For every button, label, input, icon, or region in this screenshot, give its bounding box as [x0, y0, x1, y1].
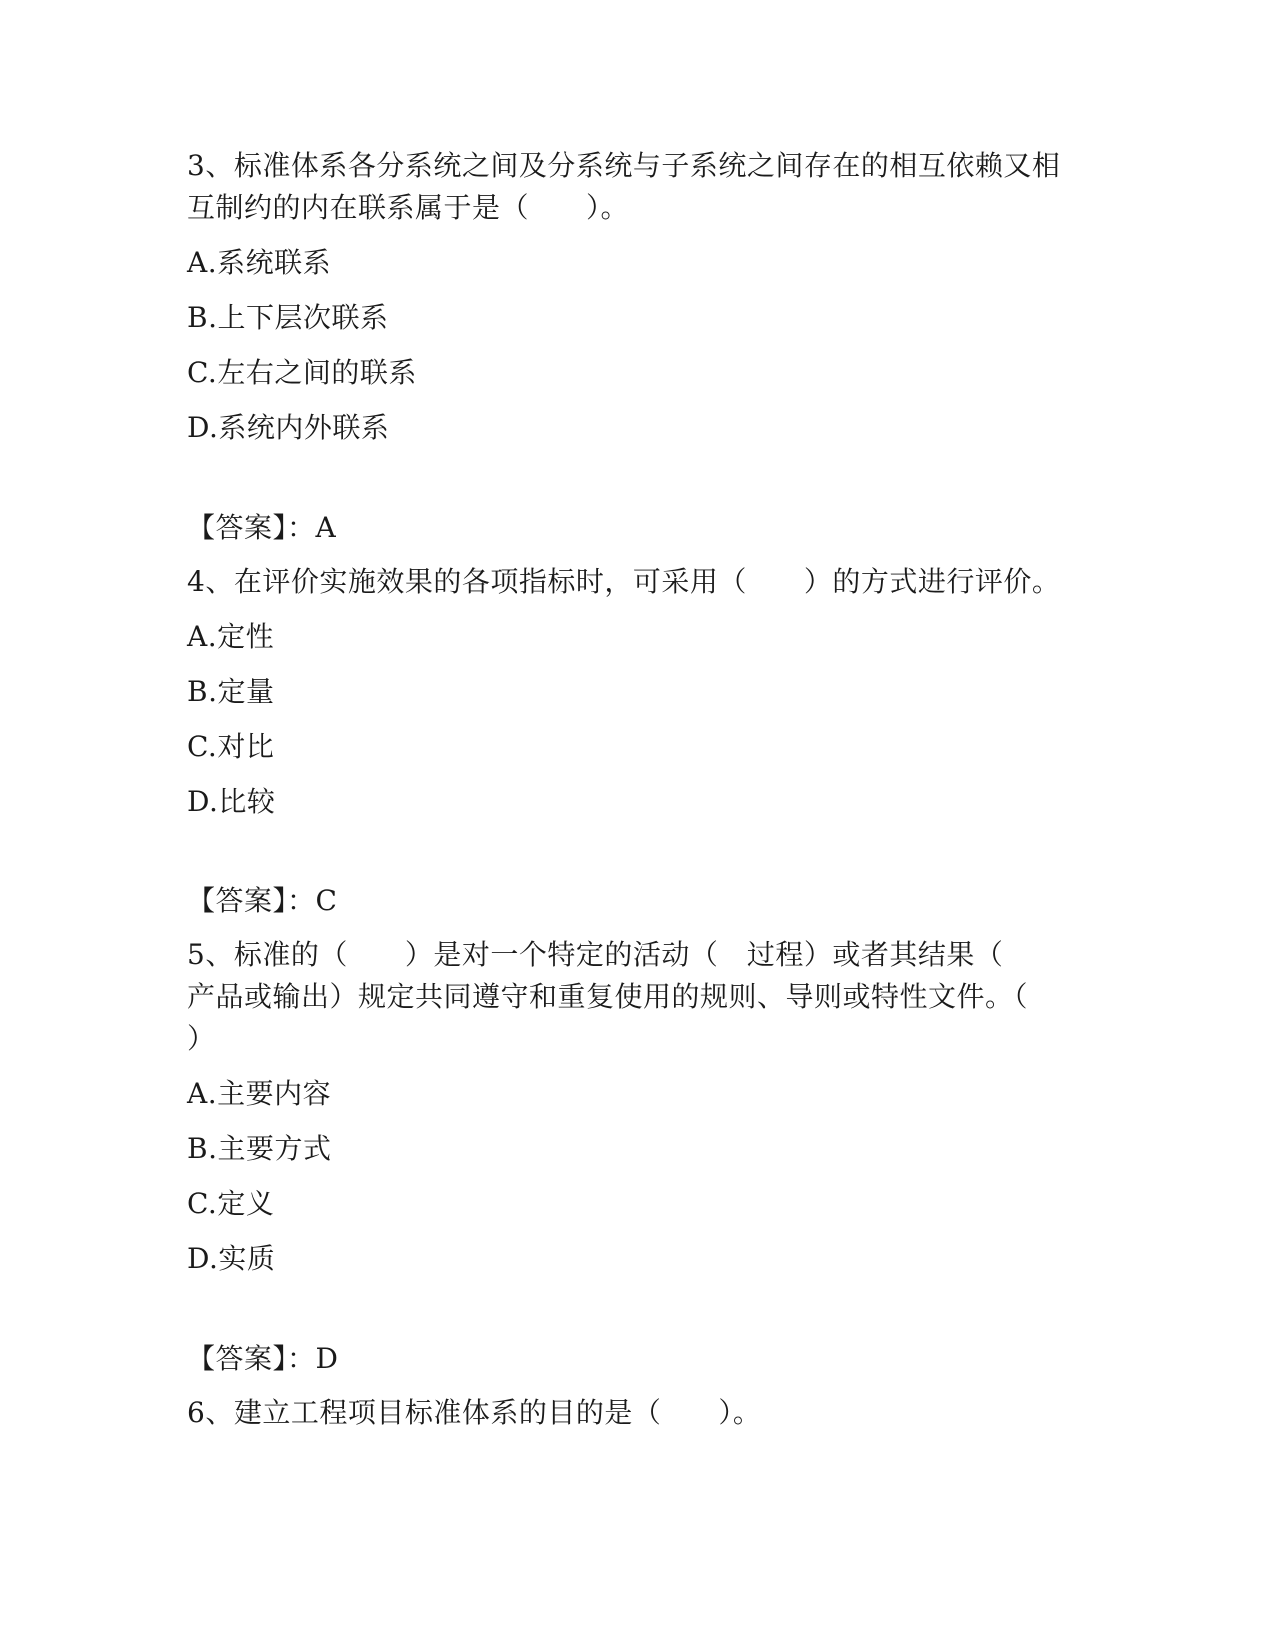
- question-5-option-d: D.实质: [187, 1242, 276, 1275]
- question-4-stem-line-1: 4、在评价实施效果的各项指标时，可采用（ ）的方式进行评价。: [187, 565, 1061, 598]
- question-4-answer: 【答案】：C: [187, 884, 338, 917]
- question-5-option-a: A.主要内容: [187, 1077, 332, 1110]
- question-4-option-b: B.定量: [187, 675, 275, 708]
- question-6-stem-line-1: 6、建立工程项目标准体系的目的是（ ）。: [187, 1396, 762, 1429]
- question-5-stem-line-1: 5、标准的（ ）是对一个特定的活动（ 过程）或者其结果（: [187, 938, 1004, 971]
- question-5-option-b: B.主要方式: [187, 1132, 332, 1165]
- question-5-stem-line-2: 产品或输出）规定共同遵守和重复使用的规则、导则或特性文件。（: [187, 980, 1029, 1013]
- question-5-stem-line-3: ）: [187, 1022, 216, 1055]
- question-4-option-a: A.定性: [187, 620, 275, 653]
- question-5-option-c: C.定义: [187, 1187, 275, 1220]
- question-4-option-c: C.对比: [187, 730, 275, 763]
- question-3-option-a: A.系统联系: [187, 246, 332, 279]
- question-3-option-d: D.系统内外联系: [187, 411, 390, 444]
- question-3-option-b: B.上下层次联系: [187, 301, 389, 334]
- question-3-stem-line-2: 互制约的内在联系属于是（ ）。: [187, 191, 630, 224]
- question-4-option-d: D.比较: [187, 785, 276, 818]
- question-3-option-c: C.左右之间的联系: [187, 356, 417, 389]
- question-5-answer: 【答案】：D: [187, 1342, 339, 1375]
- question-3-stem-line-1: 3、标准体系各分系统之间及分系统与子系统之间存在的相互依赖又相: [187, 149, 1061, 182]
- question-3-answer: 【答案】：A: [187, 511, 337, 544]
